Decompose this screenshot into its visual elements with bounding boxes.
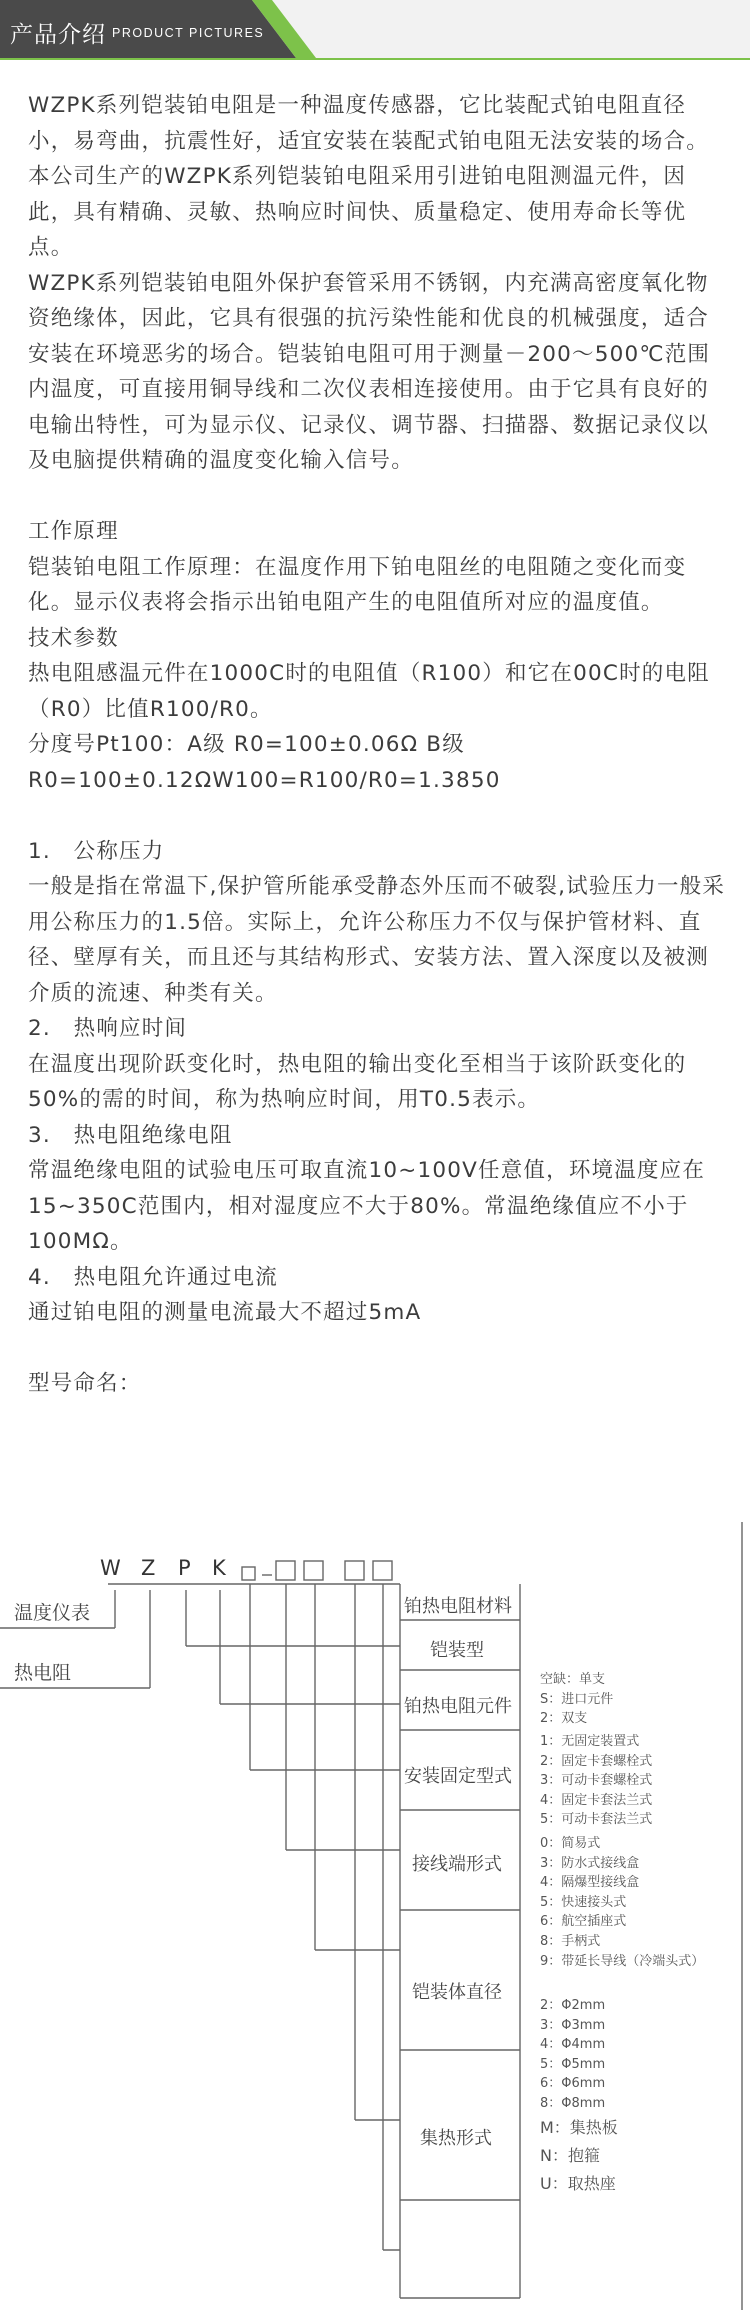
header-underline xyxy=(0,58,750,60)
label-temperature-instrument: 温度仪表 xyxy=(14,1602,91,1624)
option-item: 4：Φ4mm xyxy=(540,2037,606,2053)
model-naming-heading: 型号命名： xyxy=(28,1371,142,1396)
product-description xyxy=(28,88,728,1402)
option-item: 8：手柄式 xyxy=(540,1933,601,1949)
model-code-w: W xyxy=(100,1556,121,1580)
option-item: 3：Φ3mm xyxy=(540,2017,606,2033)
option-item: M：集热板 xyxy=(540,2118,618,2137)
model-code-k: K xyxy=(212,1556,226,1580)
option-item: 5：Φ5mm xyxy=(540,2056,606,2072)
label-sheath-diameter: 铠装体直径 xyxy=(412,1982,502,2003)
tech-grade-line-1: 分度号Pt100：A级 R0=100±0.06Ω B级 xyxy=(28,732,465,757)
label-mounting-type: 安装固定型式 xyxy=(404,1766,512,1787)
item-1-text: 一般是指在常温下,保护管所能承受静态外压而不破裂,试验压力一般采用公称压力的1.5倍。实际上，允许公称压力不仅与保护管材料、直径、壁厚有关，而且还与其结构形式、安装方法、置入深度以及被测介质的流速、种类有关。 xyxy=(28,874,726,1006)
tech-text: 热电阻感温元件在1000C时的电阻值（R100）和它在00C时的电阻（R0）比值R100/R0。 xyxy=(28,661,710,722)
label-armored-type: 铠装型 xyxy=(430,1640,484,1661)
label-heat-collection: 集热形式 xyxy=(420,2128,492,2149)
item-2-title: 2. 热响应时间 xyxy=(28,1016,188,1041)
intro-paragraph-2: WZPK系列铠装铂电阻外保护套管采用不锈钢，内充满高密度氧化物资绝缘体，因此，它具有很强的抗污染性能和优良的机械强度，适合安装在环境恶劣的场合。铠装铂电阻可用于测量－200～500℃范围内温度，可直接用铜导线和二次仪表相连接使用。由于它具有良好的电输出特性，可为显示仪、记录仪、调节器、扫描器、数据记录仪以及电脑提供精确的温度变化输入信号。 xyxy=(28,270,711,473)
mount-options-list xyxy=(540,1732,652,1830)
option-item: 2：Φ2mm xyxy=(540,1998,606,2013)
terminal-options-list xyxy=(540,1834,704,1971)
option-item: 3：防水式接线盒 xyxy=(540,1855,640,1871)
section-header xyxy=(0,0,750,62)
option-item: 9：带延长导线（冷端头式） xyxy=(540,1953,705,1969)
label-platinum-material: 铂热电阻材料 xyxy=(404,1596,512,1617)
option-item: 5：快速接头式 xyxy=(540,1894,627,1910)
option-item: N：抱箍 xyxy=(540,2146,600,2165)
option-item: 1：无固定装置式 xyxy=(540,1734,640,1749)
label-terminal-type: 接线端形式 xyxy=(412,1854,502,1875)
model-code-p: P xyxy=(178,1556,191,1580)
option-item: 3：可动卡套螺栓式 xyxy=(540,1773,653,1789)
option-item: 5：可动卡套法兰式 xyxy=(540,1812,653,1828)
model-code-z: Z xyxy=(141,1556,156,1580)
model-naming-diagram xyxy=(0,1520,750,2310)
item-4-text: 通过铂电阻的测量电流最大不超过5mA xyxy=(28,1300,422,1325)
tech-heading: 技术参数 xyxy=(28,625,119,651)
option-item: 8：Φ8mm xyxy=(540,2095,606,2111)
option-item: 2：固定卡套螺栓式 xyxy=(540,1753,653,1769)
intro-paragraph-1: WZPK系列铠装铂电阻是一种温度传感器，它比装配式铂电阻直径小，易弯曲，抗震性好，适宜安装在装配式铂电阻无法安装的场合。本公司生产的WZPK系列铠装铂电阻采用引进铂电阻测温元件，因此，具有精确、灵敏、热响应时间快、质量稳定、使用寿命长等优点。 xyxy=(28,93,710,260)
label-thermal-resistor: 热电阻 xyxy=(14,1662,72,1684)
item-4-title: 4. 热电阻允许通过电流 xyxy=(28,1264,278,1290)
option-item: 2：双支 xyxy=(540,1711,588,1727)
item-2-text: 在温度出现阶跃变化时，热电阻的输出变化至相当于该阶跃变化的50%的需的时间，称为热响应时间，用T0.5表示。 xyxy=(28,1051,687,1112)
item-3-text: 常温绝缘电阻的试验电压可取直流10~100V任意值，环境温度应在15~350C范围内，相对湿度应不大于80%。常温绝缘值应不小于100MΩ。 xyxy=(28,1158,706,1254)
option-item: 空缺：单支 xyxy=(540,1672,606,1687)
tech-grade-line-2: R0=100±0.12ΩW100=R100/R0=1.3850 xyxy=(28,767,501,793)
option-item: 6：Φ6mm xyxy=(540,2076,606,2092)
heat-options-list xyxy=(540,2114,618,2198)
header-subtitle: PRODUCT PICTURES xyxy=(112,26,265,40)
option-item: 4：固定卡套法兰式 xyxy=(540,1792,653,1808)
principle-heading: 工作原理 xyxy=(28,519,119,544)
header-title: 产品介绍 xyxy=(10,22,106,48)
diameter-options-list xyxy=(540,1996,605,2114)
principle-text: 铠装铂电阻工作原理：在温度作用下铂电阻丝的电阻随之变化而变化。显示仪表将会指示出铂电阻产生的电阻值所对应的温度值。 xyxy=(28,554,687,615)
option-item: U：取热座 xyxy=(540,2174,616,2193)
item-3-title: 3. 热电阻绝缘电阻 xyxy=(28,1122,233,1148)
label-platinum-element: 铂热电阻元件 xyxy=(404,1696,512,1717)
element-options-list xyxy=(540,1670,613,1729)
option-item: 0：简易式 xyxy=(540,1836,601,1851)
option-item: 6：航空插座式 xyxy=(540,1914,627,1930)
option-item: 4：隔爆型接线盒 xyxy=(540,1875,640,1891)
item-1-title: 1. 公称压力 xyxy=(28,838,165,864)
option-item: S：进口元件 xyxy=(540,1691,614,1707)
